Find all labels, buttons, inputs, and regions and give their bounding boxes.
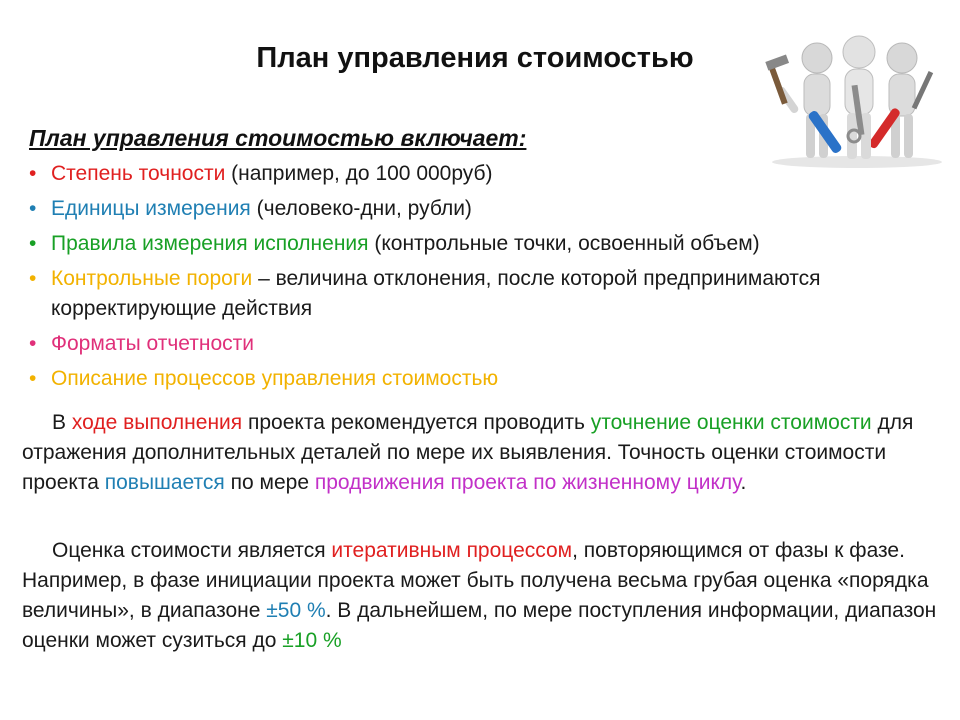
list-item — [29, 229, 929, 259]
paragraph-text: Оценка стоимости является — [52, 539, 332, 562]
paragraph-text: по мере — [224, 471, 315, 494]
page-title: План управления стоимостью — [256, 42, 694, 74]
bullet-highlight: Контрольные пороги — [51, 267, 253, 290]
bullet-marker: • — [29, 232, 37, 255]
bullet-marker: • — [29, 162, 37, 185]
paragraph-text: . В дальнейшем, по мере поступления информации, диапазон оценки может сузиться до — [22, 599, 937, 652]
bullet-list — [29, 159, 929, 399]
bullet-text: (контрольные точки, освоенный объем) — [368, 232, 760, 255]
bullet-text: (человеко-дни, рубли) — [250, 197, 472, 220]
highlight-text: ±10 % — [282, 629, 342, 652]
bullet-highlight: Форматы отчетности — [51, 332, 255, 355]
paragraph-refinement — [22, 408, 937, 498]
bullet-highlight: Единицы измерения — [51, 197, 251, 220]
paragraph-iterative — [22, 536, 937, 656]
bullet-text: – величина отклонения, после которой предпринимаются корректирующие действия — [51, 267, 821, 320]
highlight-text: уточнение оценки стоимости — [590, 411, 872, 434]
three-figures-with-tools-icon — [762, 30, 952, 170]
paragraph-text: В — [52, 411, 72, 434]
bullet-marker: • — [29, 267, 37, 290]
list-item — [29, 159, 929, 189]
highlight-text: ходе выполнения — [71, 411, 243, 434]
list-item — [29, 364, 929, 394]
highlight-text: повышается — [104, 471, 225, 494]
paragraph-text: . — [740, 471, 747, 494]
bullet-marker: • — [29, 367, 37, 390]
highlight-text: продвижения проекта по жизненному циклу — [314, 471, 741, 494]
bullet-highlight: Описание процессов управления стоимостью — [51, 367, 499, 390]
bullet-highlight: Степень точности — [51, 162, 226, 185]
paragraph-text: для отражения дополнительных деталей по мере их выявления. Точность оценки стоимости проекта — [22, 411, 914, 494]
list-item — [29, 264, 929, 324]
list-item — [29, 329, 929, 359]
bullet-text: (например, до 100 000руб) — [225, 162, 493, 185]
highlight-text: ±50 % — [266, 599, 326, 622]
bullet-marker: • — [29, 197, 37, 220]
bullet-marker: • — [29, 332, 37, 355]
bullet-highlight: Правила измерения исполнения — [51, 232, 369, 255]
paragraph-text: проекта рекомендуется проводить — [242, 411, 591, 434]
highlight-text: итеративным процессом — [331, 539, 573, 562]
paragraph-text: , повторяющимся от фазы к фазе. Например, в фазе инициации проекта может быть получена весьма грубая оценка «порядка величины», в диапазоне — [22, 539, 929, 622]
list-item — [29, 194, 929, 224]
section-subtitle: План управления стоимостью включает: — [29, 125, 527, 151]
